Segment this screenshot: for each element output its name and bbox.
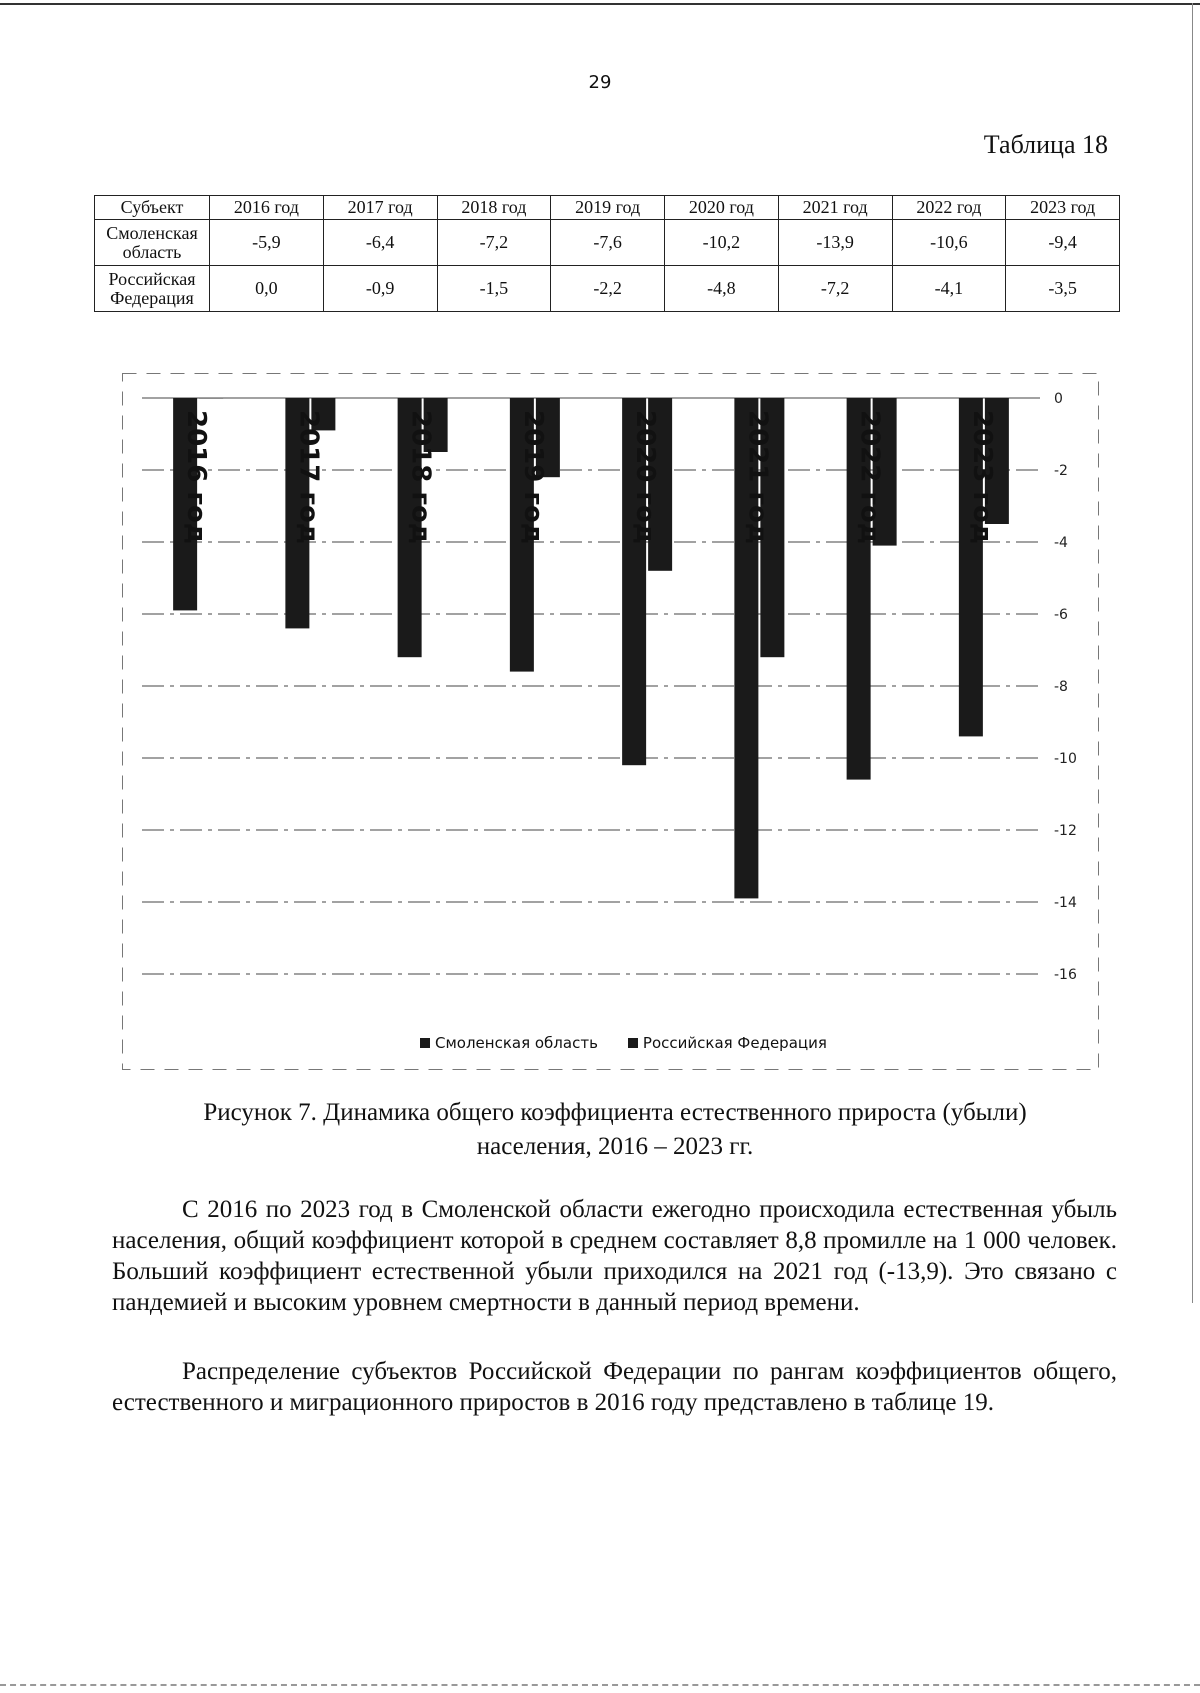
figure-caption-line: Рисунок 7. Динамика общего коэффициента естественного прироста (убыли): [203, 1099, 1027, 1126]
table-cell: -3,5: [1006, 266, 1120, 312]
table-cell: -1,5: [437, 266, 551, 312]
category-label: 2016 год: [181, 410, 212, 544]
right-border-line: [1192, 3, 1193, 1303]
bar-chart-canvas: [122, 373, 1099, 1070]
chart-frame-border: [123, 374, 1099, 1070]
table-header-cell: 2020 год: [665, 196, 779, 220]
figure-caption: [110, 1096, 1120, 1164]
category-label: 2022 год: [854, 410, 885, 544]
table-header-cell: 2021 год: [778, 196, 892, 220]
table-header-cell: 2023 год: [1006, 196, 1120, 220]
table-header-cell: 2017 год: [323, 196, 437, 220]
figure-caption-line: населения, 2016 – 2023 гг.: [476, 1133, 754, 1160]
category-label: 2020 год: [630, 410, 661, 544]
table-cell: -6,4: [323, 220, 437, 266]
page-number: 29: [588, 72, 612, 93]
table-header-cell: 2016 год: [210, 196, 324, 220]
table-header-cell: 2022 год: [892, 196, 1006, 220]
category-label: 2019 год: [517, 410, 548, 544]
table-subject-cell: Смоленская область: [95, 220, 210, 266]
table-row: [95, 220, 1120, 266]
table-cell: -10,2: [665, 220, 779, 266]
table-cell: -4,1: [892, 266, 1006, 312]
table-header-cell: 2018 год: [437, 196, 551, 220]
table-cell: -0,9: [323, 266, 437, 312]
y-tick-label: -8: [1054, 679, 1068, 695]
y-tick-label: -14: [1054, 895, 1077, 911]
table-cell: 0,0: [210, 266, 324, 312]
data-table: [94, 195, 1120, 312]
chart-legend: [420, 1034, 827, 1052]
top-border-line: [0, 3, 1200, 5]
category-label: 2021 год: [742, 410, 773, 544]
legend-item: [628, 1034, 827, 1052]
bar-chart: [122, 373, 1099, 1070]
table-cell: -7,2: [437, 220, 551, 266]
table-cell: -9,4: [1006, 220, 1120, 266]
y-tick-label: -12: [1054, 823, 1077, 839]
legend-swatch-icon: [628, 1038, 638, 1048]
table-header-cell: Субъект: [95, 196, 210, 220]
body-paragraph: С 2016 по 2023 год в Смоленской области ежегодно происходила естественная убыль населения, общий коэффициент которой в среднем составляет 8,8 промилле на 1 000 человек. Больший коэффициент естественной убыли приходился на 2021 год (-13,9). Это связано с пандемией и высоким уровнем смертности в данный период времени.: [112, 1196, 1117, 1316]
legend-label: Российская Федерация: [642, 1034, 827, 1052]
table-cell: -7,2: [778, 266, 892, 312]
y-tick-label: -6: [1054, 607, 1068, 623]
table-caption: Таблица 18: [983, 130, 1108, 159]
table-header-row: [95, 196, 1120, 220]
y-tick-label: -16: [1054, 967, 1077, 983]
category-label: 2023 год: [966, 410, 997, 544]
legend-item: [420, 1034, 598, 1052]
table-cell: -10,6: [892, 220, 1006, 266]
legend-swatch-icon: [420, 1038, 430, 1048]
category-label: 2017 год: [293, 410, 324, 544]
bar: [199, 398, 223, 399]
legend-label: Смоленская область: [435, 1034, 598, 1052]
table-cell: -7,6: [551, 220, 665, 266]
table-subject-cell: Российская Федерация: [95, 266, 210, 312]
bottom-border-line: [0, 1684, 1200, 1686]
table-cell: -5,9: [210, 220, 324, 266]
y-tick-label: -2: [1054, 463, 1068, 479]
category-label: 2018 год: [405, 410, 436, 544]
table-row: [95, 266, 1120, 312]
y-tick-label: -4: [1054, 535, 1068, 551]
table-cell: -13,9: [778, 220, 892, 266]
y-tick-label: 0: [1054, 391, 1063, 407]
table-cell: -4,8: [665, 266, 779, 312]
body-paragraph: Распределение субъектов Российской Федерации по рангам коэффициентов общего, естественного и миграционного приростов в 2016 году представлено в таблице 19.: [112, 1358, 1117, 1416]
table-header-cell: 2019 год: [551, 196, 665, 220]
table-cell: -2,2: [551, 266, 665, 312]
y-tick-label: -10: [1054, 751, 1077, 767]
